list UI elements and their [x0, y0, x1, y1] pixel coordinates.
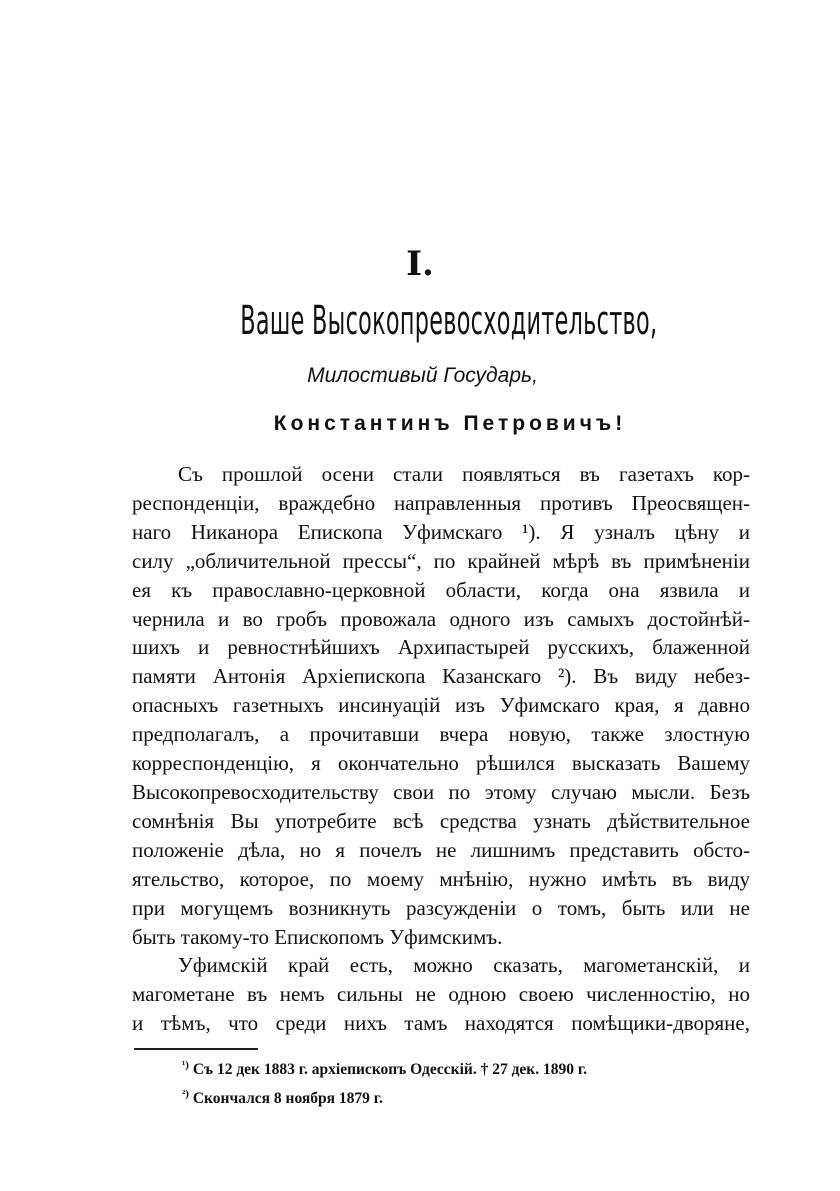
letter-number: I. [406, 244, 434, 284]
letter-body [132, 460, 750, 1038]
body-line: чернила и во гробъ провожала одного изъ самыхъ достойнѣй- [132, 606, 750, 631]
body-line: сомнѣнія Вы употребите всѣ средства узнать дѣйствительное [132, 808, 750, 833]
footnote [182, 1082, 587, 1111]
body-line: предполагалъ, а прочитавши вчера новую, также злостную [132, 722, 750, 747]
body-line: ятельство, которое, по моему мнѣнію, нужно имѣть въ виду [132, 866, 750, 891]
body-line: наго Никанора Епископа Уфимскаго ¹). Я узналъ цѣну и [132, 519, 750, 544]
body-line: респонденціи, враждебно направленныя противъ Преосвящен- [132, 490, 750, 515]
body-line: быть такому-то Епископомъ Уфимскимъ. [132, 924, 503, 949]
salutation-heading: Ваше Высокопревосходительство, [240, 298, 658, 344]
footnotes [182, 1053, 587, 1111]
body-line: силу „обличительной прессы“, по крайней мѣрѣ въ примѣненіи [132, 548, 750, 573]
body-line: памяти Антонія Архіепископа Казанскаго ²). Въ виду небез- [132, 664, 750, 689]
addressee-name: Константинъ Петровичъ! [273, 412, 627, 435]
body-line: Съ прошлой осени стали появляться въ газетахъ кор- [178, 462, 750, 486]
body-line: при могущемъ возникнуть разсужденіи о томъ, быть или не [132, 895, 750, 920]
body-line: опасныхъ газетныхъ инсинуацій изъ Уфимскаго края, я давно [132, 693, 750, 718]
body-line: магометане въ немъ сильны не одною своею численностію, но [132, 982, 750, 1007]
body-line: и тѣмъ, что среди нихъ тамъ находятся помѣщики-дворяне, [132, 1011, 750, 1036]
footnote-mark: ¹) [182, 1059, 189, 1071]
body-line: Уфимскій край есть, можно сказать, магометанскій, и [178, 953, 750, 978]
footnote [182, 1053, 587, 1082]
body-line: ея къ православно-церковной области, когда она язвила и [132, 577, 750, 602]
body-line: шихъ и ревностнѣйшихъ Архипастырей русскихъ, блаженной [132, 635, 750, 660]
gracious-sovereign-line: Милостивый Государь, [307, 364, 538, 387]
body-line: положеніе дѣла, но я почелъ не лишнимъ представить обсто- [132, 837, 750, 862]
footnote-text: Съ 12 дек 1883 г. архіепископъ Одесскій. † 27 дек. 1890 г. [192, 1061, 588, 1079]
body-line: Высокопревосходительству свои по этому случаю мысли. Безъ [132, 779, 750, 804]
footnote-mark: ²) [182, 1088, 189, 1101]
body-line: корреспонденцію, я окончательно рѣшился высказать Вашему [132, 751, 750, 776]
footnote-text: Скончался 8 ноября 1879 г. [192, 1090, 383, 1108]
footnote-divider [134, 1048, 258, 1050]
